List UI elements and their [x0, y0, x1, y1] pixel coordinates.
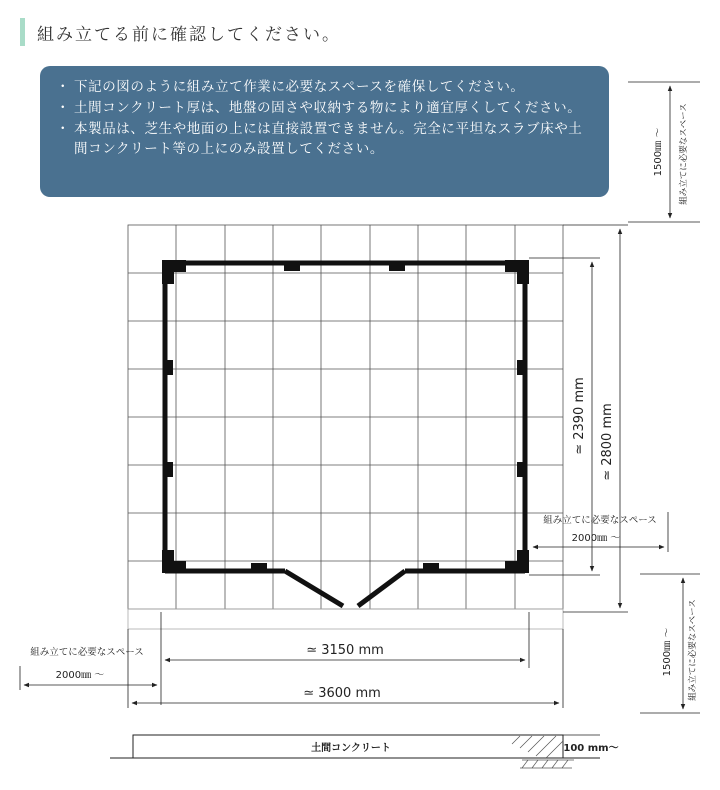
space-caption-top-vertical: 組み立てに必要なスペース: [679, 103, 689, 205]
apron-strip: [128, 609, 563, 629]
inner-width-label: ≃ 3150 mm: [306, 643, 384, 658]
concrete-thickness-label: 100 mm〜: [563, 743, 619, 754]
notice-item: ・ 土間コンクリート厚は、地盤の固さや収納する物により適宜厚くしてください。: [58, 98, 591, 118]
door-right: [358, 571, 405, 606]
inner-depth-label: ≃ 2390 mm: [572, 377, 587, 455]
outer-width-label: ≃ 3600 mm: [303, 686, 381, 701]
concrete-label: 土間コンクリート: [311, 743, 391, 754]
heading-text: 組み立てる前に確認してください。: [37, 24, 341, 45]
space-caption-right: 組み立てに必要なスペース: [543, 515, 657, 526]
notice-item: ・ 下記の図のように組み立て作業に必要なスペースを確保してください。: [58, 77, 591, 97]
space-2000-label-left: 2000㎜ 〜: [55, 670, 105, 681]
floor-grid: [128, 225, 563, 609]
space-1500-label-top: 1500㎜ 〜: [653, 127, 664, 177]
space-caption-left: 組み立てに必要なスペース: [30, 647, 144, 658]
door-left: [285, 571, 343, 606]
space-1500-label-bottom: 1500㎜ 〜: [662, 627, 673, 677]
top-right-space-dimension: [628, 82, 700, 222]
space-caption-bottom-vertical: 組み立てに必要なスペース: [688, 599, 698, 701]
shed-frame: [162, 260, 529, 606]
space-2000-label-right: 2000㎜ 〜: [571, 533, 621, 544]
outer-depth-label: ≃ 2800 mm: [600, 403, 615, 481]
notice-item: ・ 本製品は、芝生や地面の上には直接設置できません。完全に平坦なスラブ床や土間コンクリート等の上にのみ設置してください。: [58, 119, 591, 159]
